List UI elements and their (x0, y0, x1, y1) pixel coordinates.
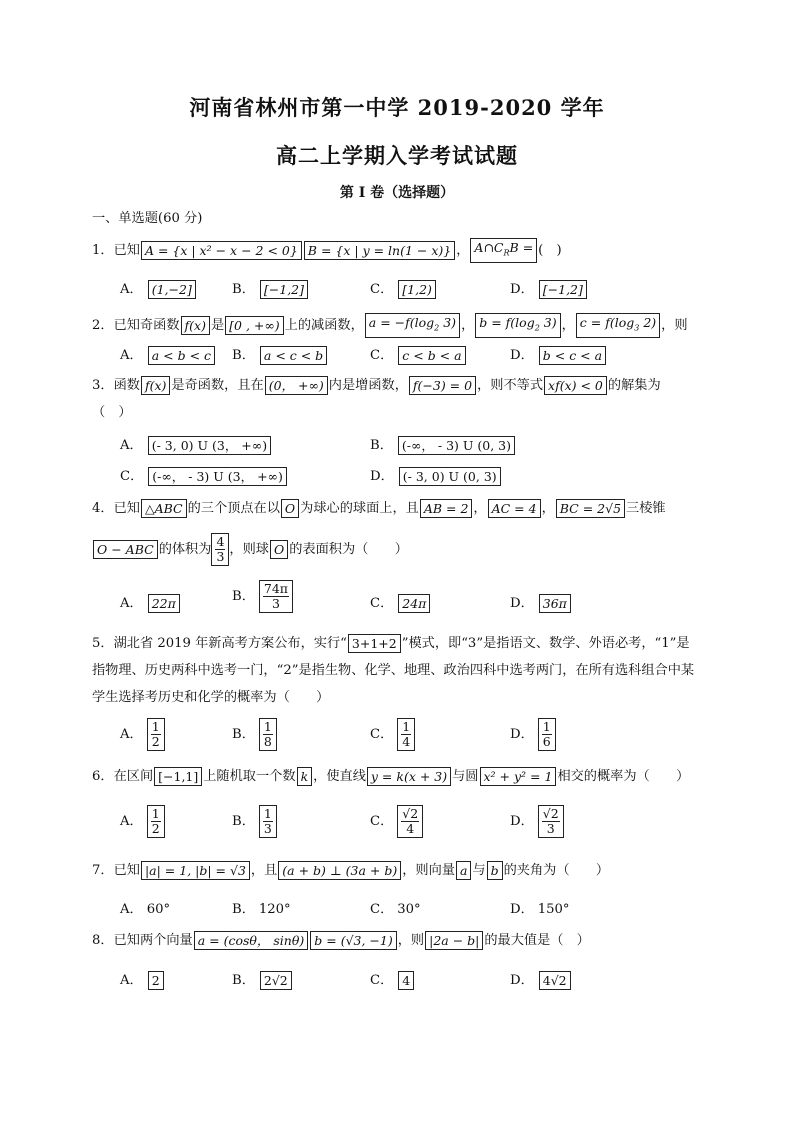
q8-option-a[interactable]: A． 2 (120, 969, 165, 990)
math-set-a: A = {x | x² − x − 2 < 0} (141, 241, 302, 260)
q3-option-a[interactable]: A． (- 3, 0) U (3， +∞) (120, 434, 272, 455)
q7-option-c[interactable]: C． 30° (370, 902, 421, 917)
q3-option-b[interactable]: B． (-∞， - 3) U (0, 3) (370, 434, 516, 455)
part-heading: 一、单选题(60 分) (92, 211, 203, 226)
q2-option-a[interactable]: A． a < b < c (120, 344, 216, 365)
q6-option-c[interactable]: C． $\frac{√2}{4}$ (370, 805, 423, 838)
q4-option-a[interactable]: A． 22π (120, 592, 181, 613)
q5-option-d[interactable]: D． $\frac{1}{6}$ (510, 718, 556, 751)
question-6: 6．在区间 [−1,1] 上随机取一个数 k ，使直线 y = k(x + 3) 与圆 x² + y² = 1 相交的概率为（ ） (92, 769, 690, 784)
q8-option-d[interactable]: D． 4√2 (510, 969, 572, 990)
question-4: 4．已知 △ABC 的三个顶点在以 O 为球心的球面上，且 AB = 2 ， AC = 4 ， BC = 2√5 三棱锥 (92, 501, 666, 516)
q5-option-b[interactable]: B． $\frac{1}{8}$ (232, 718, 277, 751)
math-intersection: $A\cap C_RB$ = (470, 238, 537, 263)
q1-option-c[interactable]: C． [1,2) (370, 278, 437, 299)
question-8: 8．已知两个向量 a = (cosθ， sinθ) b = (√3, −1) ，则 |2a − b| 的最大值是（ ） (92, 933, 590, 948)
q8-option-c[interactable]: C． 4 (370, 969, 415, 990)
q2-option-b[interactable]: B． a < c < b (232, 344, 328, 365)
q6-option-b[interactable]: B． $\frac{1}{3}$ (232, 805, 277, 838)
section-heading: 第 I 卷（选择题） (339, 185, 455, 201)
q3-option-c[interactable]: C． (-∞， - 3) U (3， +∞) (120, 465, 288, 486)
q7-option-a[interactable]: A． 60° (120, 902, 171, 917)
q5-option-c[interactable]: C． $\frac{1}{4}$ (370, 718, 415, 751)
q4-option-d[interactable]: D． 36π (510, 592, 572, 613)
question-5: 5．湖北省 2019 年新高考方案公布，实行“ 3+1+2 ”模式，即“3”是指语文、数学、外语必考，“1”是指物理、历史两科中选考一门，“2”是指生物、化学、地理、政治四科中选考两门，在所有选科组合中某学生选择考历史和化学的概率为（ ） (92, 636, 695, 705)
question-7: 7．已知 |a| = 1, |b| = √3 ，且 (a + b) ⊥ (3a + b) ，则向量 a 与 b 的夹角为（ ） (92, 863, 610, 878)
q8-option-b[interactable]: B． 2√2 (232, 969, 293, 990)
q1-option-a[interactable]: A． (1,−2] (120, 278, 197, 299)
document-subtitle: 高二上学期入学考试试题 (276, 143, 518, 168)
q2-option-c[interactable]: C． c < b < a (370, 344, 467, 365)
question-3: 3．函数 f(x) 是奇函数，且在 (0， +∞) 内是增函数， f(−3) = 0 ，则不等式 xf(x) < 0 的解集为 (92, 378, 661, 393)
q5-option-a[interactable]: A． $\frac{1}{2}$ (120, 718, 165, 751)
q7-option-d[interactable]: D． 150° (510, 902, 570, 917)
q6-option-a[interactable]: A． $\frac{1}{2}$ (120, 805, 165, 838)
question-3-paren: （ ） (92, 405, 132, 420)
question-1: 1．已知 A = {x | x² − x − 2 < 0} B = {x | y = ln(1 − x)} ， $A\cap C_RB$ = ( ) (92, 238, 562, 263)
q7-option-b[interactable]: B． 120° (232, 902, 291, 917)
document-title: 河南省林州市第一中学 2019-2020 学年 (189, 95, 605, 120)
q4-option-b[interactable]: B． $\frac{74\pi}{3}$ (232, 580, 293, 613)
q4-option-c[interactable]: C． 24π (370, 592, 431, 613)
question-4-line2: O − ABC 的体积为 $\frac{4}{3}$ ，则球 O 的表面积为（ ） (92, 532, 408, 568)
q3-option-d[interactable]: D． (- 3, 0) U (0, 3) (370, 465, 502, 486)
q1-option-d[interactable]: D． [−1,2] (510, 278, 588, 299)
q6-option-d[interactable]: D． $\frac{√2}{3}$ (510, 805, 564, 838)
q2-option-d[interactable]: D． b < c < a (510, 344, 607, 365)
q1-option-b[interactable]: B． [−1,2] (232, 278, 309, 299)
math-set-b: B = {x | y = ln(1 − x)} (304, 241, 455, 260)
question-2: 2．已知奇函数 f(x) 是 [0 , +∞) 上的减函数， $a = -f(\log_2$ 3) ， $b = f(\log_2$ 3) ， $c = f(\log_3$ 2) ，则 (92, 313, 688, 338)
